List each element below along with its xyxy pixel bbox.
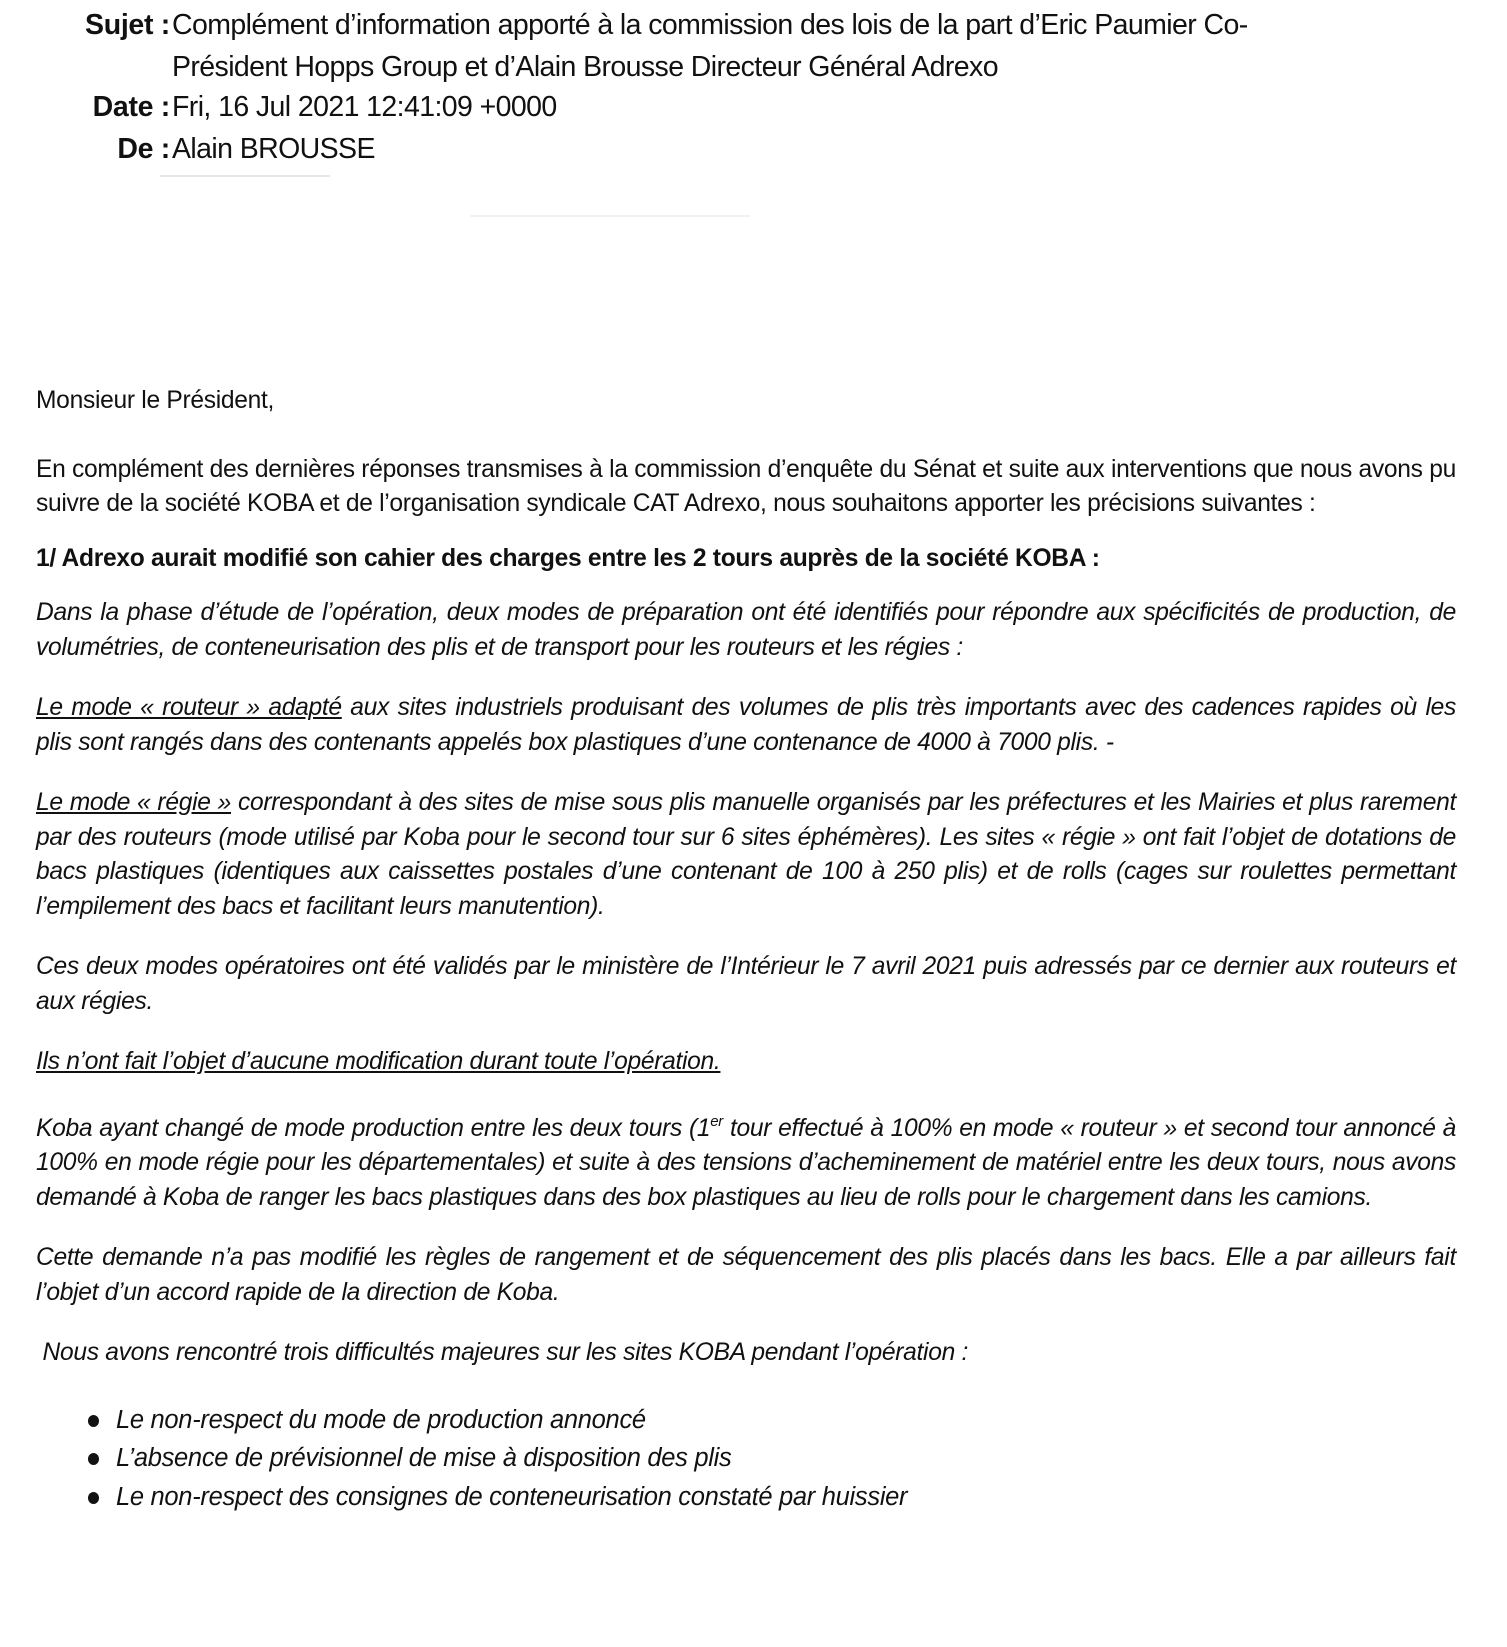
koba-text-part1: Koba ayant changé de mode production entre les deux tours (1	[36, 1114, 711, 1142]
from-value: Alain BROUSSE	[172, 133, 375, 165]
mode-routeur-title: Le mode « routeur » adapté	[36, 694, 342, 721]
list-item-text: L’absence de prévisionnel de mise à disposition des plis	[116, 1444, 732, 1472]
list-item	[36, 1439, 1456, 1478]
redacted-line	[160, 175, 330, 177]
letter-body	[36, 384, 1456, 1516]
validated-paragraph: Ces deux modes opératoires ont été validés par le ministère de l’Intérieur le 7 avril 2021 puis adressés par ce dernier aux routeurs et aux régies.	[36, 953, 1456, 1015]
mode-regie-paragraph	[36, 786, 1456, 924]
bullet-icon	[88, 1492, 99, 1504]
from-label: De :	[117, 133, 170, 165]
mode-regie-title: Le mode « régie »	[36, 789, 231, 816]
koba-paragraph	[36, 1112, 1456, 1216]
subject-value-line1: Complément d’information apporté à la commission des lois de la part d’Eric Paumier Co-	[172, 9, 1248, 41]
mode-regie-text: correspondant à des sites de mise sous plis manuelle organisés par les préfectures et les Mairies et plus rarement par des routeurs (mode utilisé par Koba pour le second tour sur 6 sites éphémères). Les sites « régie » ont fait l’objet de dotations de bacs plastiques (identiques aux caissettes postales d’une contenant de 100 à 250 plis) et de rolls (cages sur roulettes permettant l’empilement des bacs et facilitant leurs manutention).	[36, 789, 1457, 920]
date-value: Fri, 16 Jul 2021 12:41:09 +0000	[172, 91, 557, 123]
section-heading: 1/ Adrexo aurait modifié son cahier des charges entre les 2 tours auprès de la société KOBA :	[36, 544, 1100, 572]
study-paragraph: Dans la phase d’étude de l’opération, deux modes de préparation ont été identifiés pour répondre aux spécificités de production, de volumétries, de conteneurisation des plis et de transport pour les routeurs et les régies :	[36, 599, 1456, 661]
difficulties-list	[36, 1401, 1456, 1517]
list-item	[36, 1478, 1456, 1517]
from-row	[0, 128, 1507, 170]
redacted-line	[470, 215, 750, 217]
subject-value-line2: Président Hopps Group et d’Alain Brousse Directeur Général Adrexo	[172, 51, 998, 83]
ordinal-superscript: er	[710, 1112, 723, 1130]
list-item-text: Le non-respect du mode de production annoncé	[116, 1405, 646, 1434]
subject-row	[0, 4, 1507, 46]
koba-text-part2: tour effectué à 100% en mode « routeur » et second tour annoncé à 100% en mode régie pour les départementales) et suite à des tensions d’acheminement de matériel entre les deux tours, nous avons demandé à Koba de ranger les bacs plastiques dans des box plastiques au lieu de rolls pour le chargement dans les camions.	[36, 1114, 1456, 1211]
subject-row-continued	[0, 46, 1507, 86]
difficulties-intro: Nous avons rencontré trois difficultés majeures sur les sites KOBA pendant l’opération :	[36, 1339, 969, 1366]
no-change-paragraph: Ils n’ont fait l’objet d’aucune modification durant toute l’opération.	[36, 1048, 721, 1075]
salutation: Monsieur le Président,	[36, 387, 275, 414]
bullet-icon	[88, 1415, 99, 1427]
request-paragraph: Cette demande n’a pas modifié les règles de rangement et de séquencement des plis placés dans les bacs. Elle a par ailleurs fait l’objet d’un accord rapide de la direction de Koba.	[36, 1244, 1456, 1306]
subject-label: Sujet :	[85, 9, 170, 41]
bullet-icon	[88, 1453, 99, 1465]
email-header	[0, 4, 1507, 170]
list-item	[36, 1401, 1456, 1440]
list-item-text: Le non-respect des consignes de conteneurisation constaté par huissier	[116, 1482, 908, 1511]
mode-routeur-paragraph	[36, 691, 1456, 760]
mode-routeur-text: aux sites industriels produisant des volumes de plis très importants avec des cadences rapides où les plis sont rangés dans des contenants appelés box plastiques d’une contenance de 4000 à 7000 plis. -	[36, 694, 1456, 756]
date-row	[0, 86, 1507, 128]
intro-paragraph: En complément des dernières réponses transmises à la commission d’enquête du Sénat et suite aux interventions que nous avons pu suivre de la société KOBA et de l’organisation syndicale CAT Adrexo, nous souhaitons apporter les précisions suivantes :	[36, 455, 1456, 517]
date-label: Date :	[92, 91, 170, 123]
